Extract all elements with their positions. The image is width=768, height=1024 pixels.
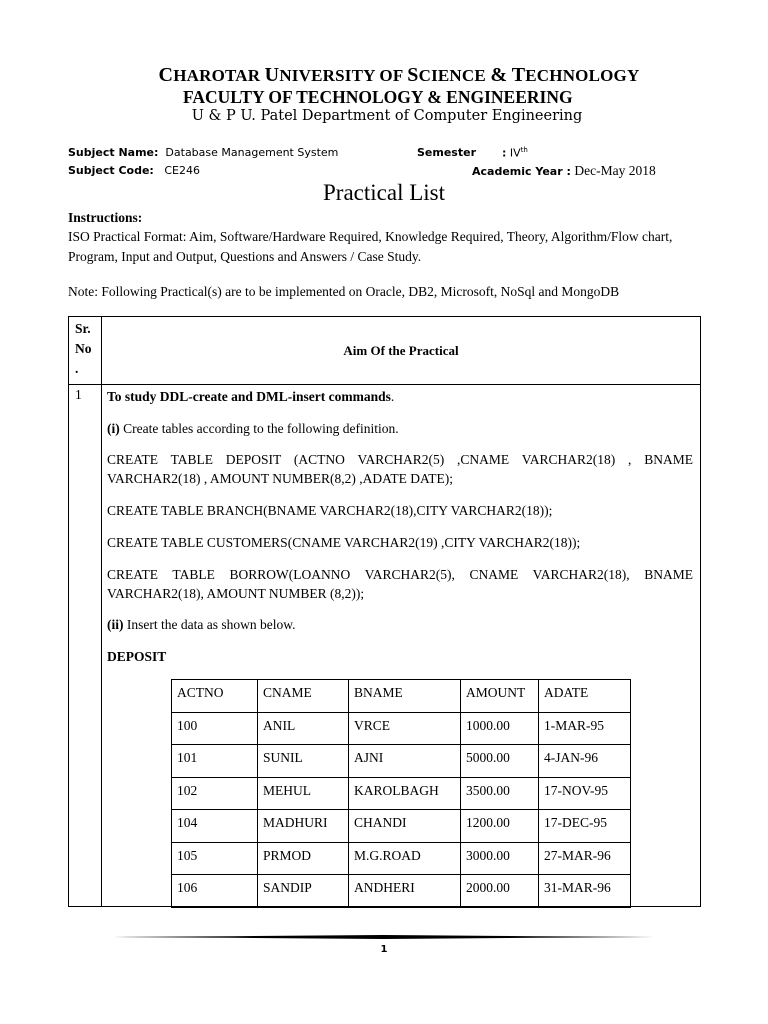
table-cell: 106 bbox=[172, 875, 258, 908]
table-cell: 4-JAN-96 bbox=[539, 745, 631, 778]
note-text: Note: Following Practical(s) are to be implemented on Oracle, DB2, Microsoft, NoSql and MongoDB bbox=[68, 284, 620, 299]
academic-year: Academic Year : Dec-May 2018 bbox=[472, 163, 656, 178]
table-cell: ACTNO bbox=[172, 680, 258, 713]
table-cell: MEHUL bbox=[258, 777, 349, 810]
table-cell: 5000.00 bbox=[461, 745, 539, 778]
faculty-name: FACULTY OF TECHNOLOGY & ENGINEERING bbox=[183, 87, 573, 107]
row-number: 1 bbox=[75, 387, 82, 402]
table-cell: CHANDI bbox=[349, 810, 461, 843]
table-cell: KAROLBAGH bbox=[349, 777, 461, 810]
table-header-row bbox=[172, 680, 631, 713]
table-row bbox=[172, 842, 631, 875]
sql-create-customers: CREATE TABLE CUSTOMERS(CNAME VARCHAR2(19) ,CITY VARCHAR2(18)); bbox=[107, 535, 581, 550]
step-1: (i) Create tables according to the following definition. bbox=[107, 421, 399, 436]
aim-header: Aim Of the Practical bbox=[343, 343, 459, 358]
table-cell: 101 bbox=[172, 745, 258, 778]
practical-title: To study DDL-create and DML-insert commands. bbox=[107, 389, 395, 404]
table-cell: 1-MAR-95 bbox=[539, 712, 631, 745]
page-number: 1 bbox=[380, 944, 388, 955]
sql-create-borrow: CREATE TABLE BORROW(LOANNO VARCHAR2(5), CNAME VARCHAR2(18), BNAME VARCHAR2(18), AMOUNT NUMBER (8,2)); bbox=[107, 567, 693, 601]
table-cell: SUNIL bbox=[258, 745, 349, 778]
table-cell: 3000.00 bbox=[461, 842, 539, 875]
table-row bbox=[172, 745, 631, 778]
table-cell: 2000.00 bbox=[461, 875, 539, 908]
table-cell: 17-NOV-95 bbox=[539, 777, 631, 810]
table-row bbox=[172, 777, 631, 810]
deposit-table bbox=[171, 679, 631, 908]
table-cell: ADATE bbox=[539, 680, 631, 713]
table-cell: 17-DEC-95 bbox=[539, 810, 631, 843]
university-name: CHAROTAR UNIVERSITY OF SCIENCE & TECHNOLOGY bbox=[158, 64, 640, 86]
table-cell: SANDIP bbox=[258, 875, 349, 908]
table-cell: ANDHERI bbox=[349, 875, 461, 908]
instructions-heading: Instructions: bbox=[68, 210, 143, 225]
subject-code: Subject Code: CE246 bbox=[68, 164, 200, 177]
table-row bbox=[172, 810, 631, 843]
table-cell: ANIL bbox=[258, 712, 349, 745]
table-cell: AJNI bbox=[349, 745, 461, 778]
table-cell: VRCE bbox=[349, 712, 461, 745]
practical-table bbox=[68, 316, 701, 907]
table-cell: AMOUNT bbox=[461, 680, 539, 713]
page-title: Practical List bbox=[323, 180, 445, 205]
step-2: (ii) Insert the data as shown below. bbox=[107, 617, 296, 632]
table-cell: BNAME bbox=[349, 680, 461, 713]
subject-name: Subject Name: Database Management System bbox=[68, 146, 339, 159]
semester-value: : IVth bbox=[502, 146, 528, 160]
header-divider bbox=[69, 384, 700, 385]
column-divider bbox=[101, 317, 102, 906]
instructions-body: ISO Practical Format: Aim, Software/Hardware Required, Knowledge Required, Theory, Algorithm/Flow chart, Program, Input and Output, Questions and Answers / Case Study. bbox=[68, 229, 673, 264]
table-cell: 1200.00 bbox=[461, 810, 539, 843]
sr-no-header: Sr. No . bbox=[75, 321, 92, 376]
semester: Semester bbox=[417, 146, 476, 159]
footer-rule bbox=[113, 935, 655, 939]
table-cell: CNAME bbox=[258, 680, 349, 713]
table-cell: M.G.ROAD bbox=[349, 842, 461, 875]
sql-create-branch: CREATE TABLE BRANCH(BNAME VARCHAR2(18),CITY VARCHAR2(18)); bbox=[107, 503, 553, 518]
table-cell: 105 bbox=[172, 842, 258, 875]
table-cell: 100 bbox=[172, 712, 258, 745]
table-cell: 102 bbox=[172, 777, 258, 810]
table-cell: PRMOD bbox=[258, 842, 349, 875]
table-cell: 31-MAR-96 bbox=[539, 875, 631, 908]
table-cell: 27-MAR-96 bbox=[539, 842, 631, 875]
sql-create-deposit: CREATE TABLE DEPOSIT (ACTNO VARCHAR2(5) ,CNAME VARCHAR2(18) , BNAME VARCHAR2(18) , AMOUNT NUMBER(8,2) ,ADATE DATE); bbox=[107, 452, 693, 486]
table-cell: 1000.00 bbox=[461, 712, 539, 745]
table-row bbox=[172, 875, 631, 908]
table-row bbox=[172, 712, 631, 745]
table-cell: 3500.00 bbox=[461, 777, 539, 810]
department-name: U & P U. Patel Department of Computer Engineering bbox=[191, 108, 583, 124]
table-cell: 104 bbox=[172, 810, 258, 843]
table-cell: MADHURI bbox=[258, 810, 349, 843]
deposit-heading: DEPOSIT bbox=[107, 649, 167, 664]
